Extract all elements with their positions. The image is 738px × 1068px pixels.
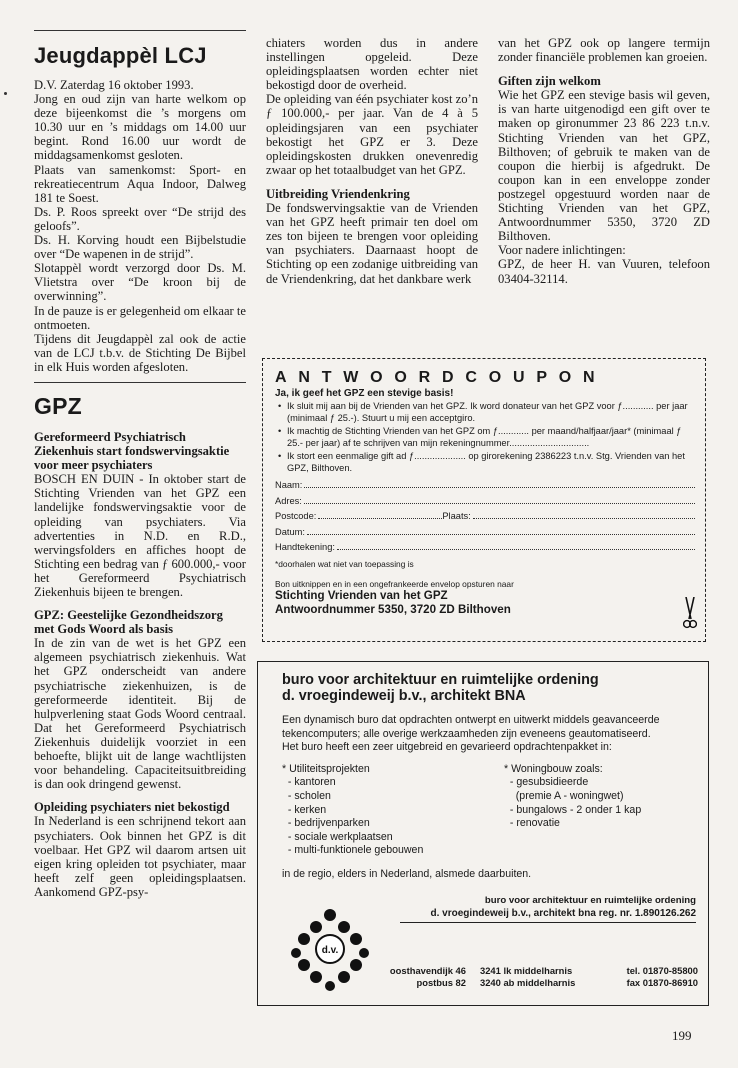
ad-list-item: - renovatie xyxy=(504,817,560,830)
architect-advertisement xyxy=(257,661,709,1006)
contact-cell: tel. 01870-85800 xyxy=(626,965,698,976)
heading-gpz: GPZ xyxy=(34,392,82,419)
ad-contact-block xyxy=(382,965,698,989)
paragraph: chiaters worden dus in andere instellingen opgeleid. Deze opleidingsplaatsen worden echter niet bekostigd door de overheid. xyxy=(266,36,478,93)
paragraph: De fondswervingsaktie van de Vrienden van het GPZ heeft primair ten doel om zes ton bijeen te brengen voor opleiding van psychiaters. Daarnaast hoopt de Stichting op een zodanige uitbreiding van de Vriendenkring, dat het dankbare werk xyxy=(266,201,478,286)
contact-cell: postbus 82 xyxy=(416,977,466,988)
coupon-option[interactable]: • Ik sluit mij aan bij de Vrienden van het GPZ. Ik word donateur van het GPZ voor ƒ............ per jaar (minimaal ƒ 25.-). Stuurt u mij een acceptgiro. xyxy=(275,400,695,425)
heading-rule xyxy=(34,382,246,383)
ad-list-item: - bedrijvenparken xyxy=(282,817,370,830)
housing-projects-list xyxy=(504,763,694,858)
paragraph: In de zin van de wet is het GPZ een algemeen psychiatrisch ziekenhuis. Wat het GPZ onderscheidt van andere psychiatrische ziekenhuizen, is de gereformeerde identiteit. Bij de hulpverlening staat Gods Woord centraal. Dat het Gereformeerd Psychiatrisch Ziekenhuis duidelijk voorziet in een behoefte, blijkt uit de lange wachtlijsten voor behandeling. Capaciteitsuitbreiding is dan ook dringend gewenst. xyxy=(34,636,246,792)
jeugdappel-line: Plaats van samenkomst: Sport- en rekreatiecentrum Aqua Indoor, Dalweg 181 te Soest. xyxy=(34,162,246,205)
jeugdappel-line: Tijdens dit Jeugdappèl zal ook de actie van de LCJ t.b.v. de Stichting De Bijbel in elk Huis worden afgesloten. xyxy=(34,331,246,374)
jeugdappel-line: Ds. P. Roos spreekt over “De strijd des geloofs”. xyxy=(34,204,246,233)
contact-cell: fax 01870-86910 xyxy=(626,977,698,988)
subheading-vriendenkring: Uitbreiding Vriendenkring xyxy=(266,186,410,201)
ad-paragraph: Een dynamisch buro dat opdrachten ontwerpt en uitwerkt middels geavanceerde tekencomputers; alle overige werkzaamheden zijn eveneens geautomatiseerd. xyxy=(282,714,660,740)
architect-logo-icon xyxy=(288,907,372,991)
ad-footer-line2: d. vroegindeweij b.v., architekt bna reg. nr. 1.890126.262 xyxy=(400,907,696,923)
column-middle xyxy=(266,36,478,286)
jeugdappel-line: In de pauze is er gelegenheid om elkaar te ontmoeten. xyxy=(34,303,246,332)
coupon-organisation: Stichting Vrienden van het GPZ xyxy=(275,588,448,602)
ad-region: in de regio, elders in Nederland, alsmede daarbuiten. xyxy=(282,867,532,880)
paragraph: GPZ, de heer H. van Vuuren, telefoon 03404-32114. xyxy=(498,257,710,286)
print-speck xyxy=(4,92,7,95)
ad-project-lists xyxy=(282,763,696,858)
ad-list-item: * Woningbouw zoals: xyxy=(504,762,603,775)
coupon-title: ANTWOORDCOUPON xyxy=(275,369,607,386)
jeugdappel-line: Ds. H. Korving houdt een Bijbelstudie over “De wapenen in de strijd”. xyxy=(34,233,246,262)
contact-cell: oosthavendijk 46 xyxy=(389,965,466,976)
coupon-address: Antwoordnummer 5350, 3720 ZD Bilthoven xyxy=(275,602,511,616)
contact-row xyxy=(382,977,698,989)
address-field[interactable]: Adres: xyxy=(275,496,695,512)
ad-list-item: - scholen xyxy=(282,789,331,802)
paragraph: De opleiding van één psychiater kost zo’n ƒ 100.000,- per jaar. Van de 4 à 5 opleidingsjaren van een psychiater bekostigt het GPZ er 3. Deze opleidingskosten drukken onevenredig zwaar op het totaalbudget van het GPZ. xyxy=(266,92,478,177)
column-left xyxy=(34,30,246,899)
heading-jeugdappel: Jeugdappèl LCJ xyxy=(34,43,207,68)
ad-title-line2: d. vroegindeweij b.v., architekt BNA xyxy=(282,688,526,704)
ad-list-item: - bungalows - 2 onder 1 kap xyxy=(504,803,642,816)
jeugdappel-article xyxy=(34,78,246,374)
ad-list-item: - kantoren xyxy=(282,776,336,789)
signature-field[interactable]: Handtekening: xyxy=(275,542,695,558)
contact-cell: 3240 ab middelharnis xyxy=(480,977,576,988)
ad-list-item: * Utiliteitsprojekten xyxy=(282,762,370,775)
utility-projects-list xyxy=(282,763,504,858)
subheading-fondswerving: Gereformeerd Psychiatrisch Ziekenhuis start fondswervingsaktie voor meer psychiaters xyxy=(34,429,230,473)
paragraph: Wie het GPZ een stevige basis wil geven, is van harte uitgenodigd een gift over te maken op gironummer 23 86 223 t.n.v. Stichting Vrienden van het GPZ, Bilthoven; of gebruik te maken van de coupon die hierbij is afgedrukt. De coupon kan in een enveloppe zonder postzegel opgestuurd worden naar de Stichting Vrienden van het GPZ, Antwoordnummer 5350, 3720 ZD Bilthoven. xyxy=(498,88,710,244)
ad-title-line1: buro voor architektuur en ruimtelijke ordening xyxy=(282,672,599,688)
coupon-send-instructions: Bon uitknippen en in een ongefrankeerde envelop opsturen naar xyxy=(275,578,514,589)
jeugdappel-line: Slotappèl wordt verzorgd door Ds. M. Vlietstra over “De kroon bij de overwinning”. xyxy=(34,261,246,304)
answer-coupon xyxy=(262,358,706,642)
ad-list-item: (premie A - woningwet) xyxy=(504,789,624,802)
contact-cell: 3241 lk middelharnis xyxy=(480,965,573,976)
coupon-footnote: *doorhalen wat niet van toepassing is xyxy=(275,558,414,569)
ad-footer-line1: buro voor architektuur en ruimtelijke ordening xyxy=(484,894,696,906)
ad-list-item: - multi-funktionele gebouwen xyxy=(282,844,424,857)
subheading-giften: Giften zijn welkom xyxy=(498,74,601,89)
subheading-opleiding: Opleiding psychiaters niet bekostigd xyxy=(34,800,230,815)
postcode-place-field[interactable]: Postcode: Plaats: xyxy=(275,511,695,527)
ad-list-item: - sociale werkplaatsen xyxy=(282,830,393,843)
name-field[interactable]: Naam: xyxy=(275,480,695,496)
paragraph: van het GPZ ook op langere termijn zonder financiële problemen kan groeien. xyxy=(498,36,710,65)
logo-text: d.v. xyxy=(321,945,339,956)
paragraph: In Nederland is een schrijnend tekort aan psychiaters. Ook binnen het GPZ is dit voelbaar. Het GPZ wil daarom artsen uit eigen kring opleiden tot psychiater, maar heeft zelf geen opleidingsplaatsen. Aankomend GPZ-psy- xyxy=(34,814,246,899)
ad-paragraph: Het buro heeft een zeer uitgebreid en gevarieerd opdrachtenpakket in: xyxy=(282,741,612,754)
coupon-option[interactable]: • Ik stort een eenmalige gift ad ƒ.................... op girorekening 2386223 t.n.v. Stg. Vrienden van het GPZ, Bilthoven. xyxy=(275,450,695,475)
paragraph: Voor nadere inlichtingen: xyxy=(498,243,626,258)
contact-row xyxy=(382,965,698,977)
subheading-geestelijke: GPZ: Geestelijke Gezondheidszorg met Gods Woord als basis xyxy=(34,608,223,637)
paragraph: BOSCH EN DUIN - In oktober start de Stichting Vrienden van het GPZ een landelijke fondswervingsaktie voor de opleiding van psychiaters. Via advertenties in N.D. en R.D., wervingsfolders en affiches hoopt de Stichting een bedrag van ƒ 600.000,- voor het Gereformeerd Psychiatrisch Ziekenhuis bijeen te brengen. xyxy=(34,472,246,599)
ad-list-item: - gesubsidieerde xyxy=(504,776,589,789)
jeugdappel-line: Jong en oud zijn van harte welkom op deze bijeenkomst die ’s morgens om 10.30 uur en ’s middags om 14.00 uur begint. Rond 16.00 uur wordt de middagsamenkomst gesloten. xyxy=(34,92,246,163)
coupon-option[interactable]: • Ik machtig de Stichting Vrienden van het GPZ om ƒ............ per maand/halfjaar/jaar* (minimaal ƒ 25.- per jaar) af te schrijven van mijn rekeningnummer............................... xyxy=(275,425,695,450)
column-right xyxy=(498,36,710,286)
ad-list-item: - kerken xyxy=(282,803,327,816)
coupon-lead: Ja, ik geef het GPZ een stevige basis! xyxy=(275,388,454,399)
jeugdappel-line: D.V. Zaterdag 16 oktober 1993. xyxy=(34,78,194,92)
date-field[interactable]: Datum: xyxy=(275,527,695,543)
page-number: 199 xyxy=(672,1028,692,1043)
heading-rule xyxy=(34,30,246,31)
scissors-icon xyxy=(683,597,697,631)
